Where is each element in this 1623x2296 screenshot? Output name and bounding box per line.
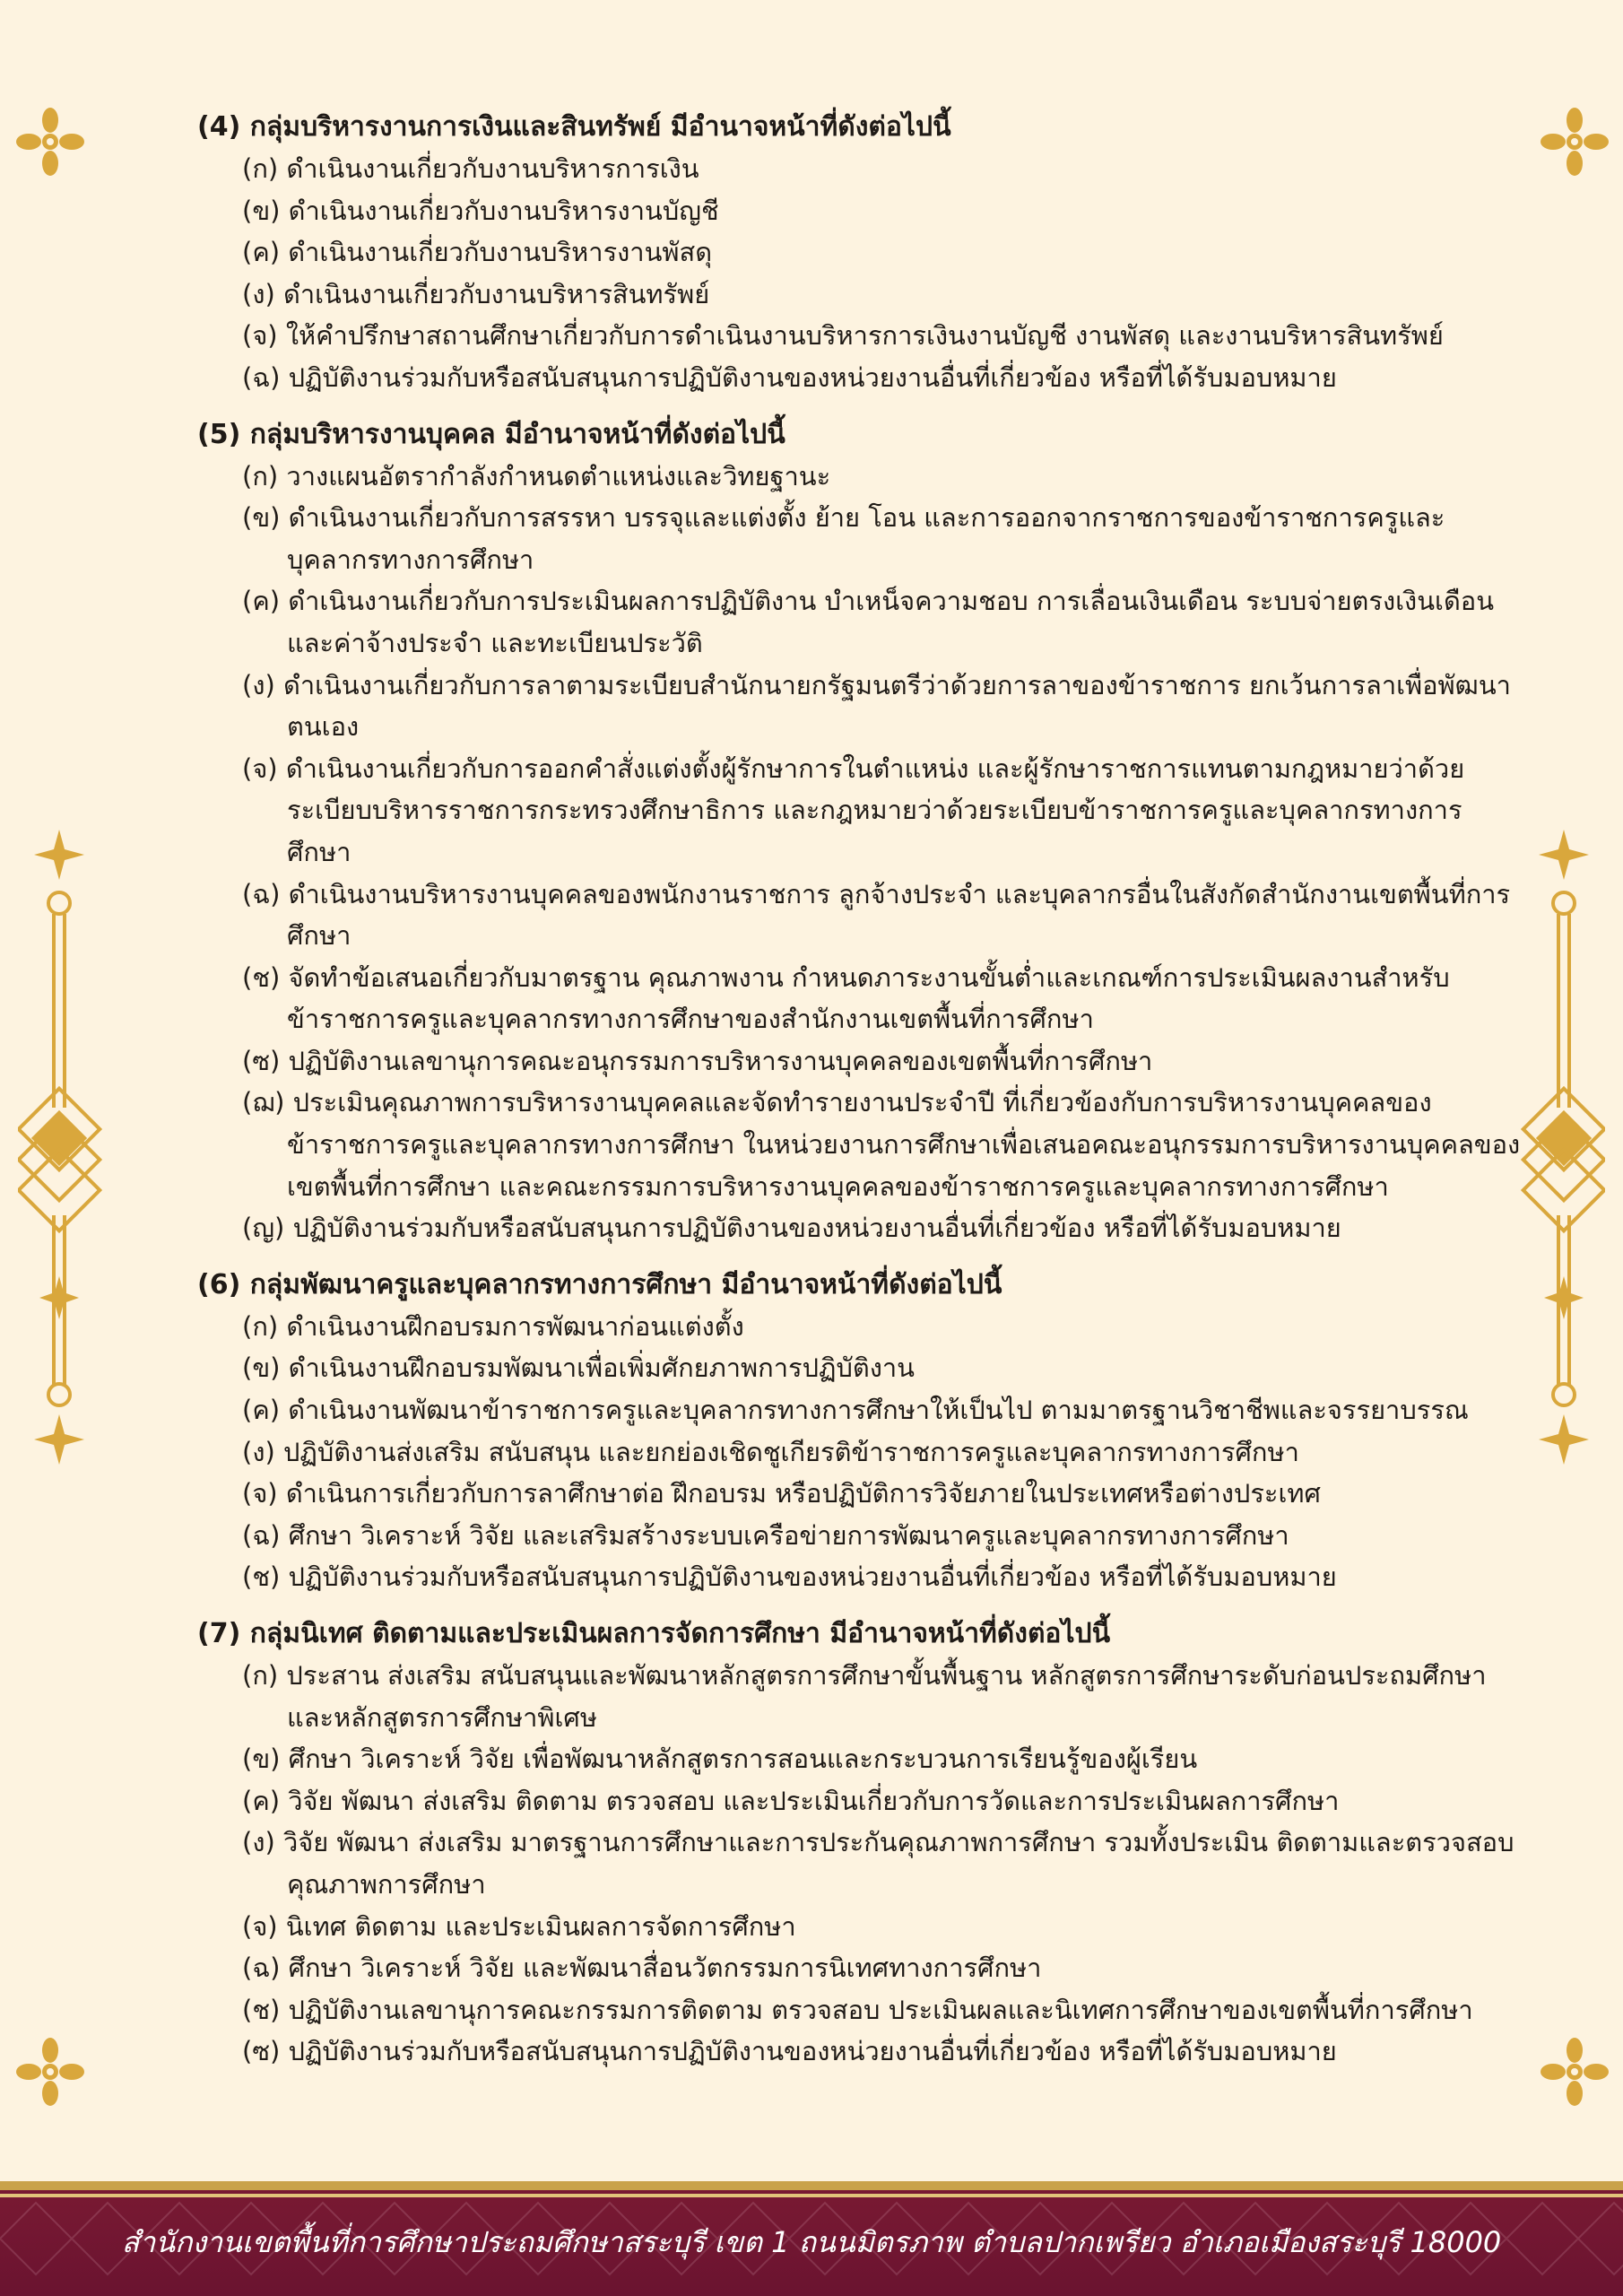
list-item-label: (ฉ) xyxy=(242,361,281,393)
list-item xyxy=(197,665,1524,748)
list-item-text: ปฏิบัติงานร่วมกับหรือสนับสนุนการปฏิบัติงานของหน่วยงานอื่นที่เกี่ยวข้อง หรือที่ได้รับมอบหมาย xyxy=(288,361,1337,393)
list-item-text: วิจัย พัฒนา ส่งเสริม ติดตาม ตรวจสอบ และประเมินเกี่ยวกับการวัดและการประเมินผลการศึกษา xyxy=(288,1785,1340,1816)
list-item-label: (ค) xyxy=(242,1785,281,1816)
list-item-label: (ง) xyxy=(242,1436,275,1467)
flower-ornament-bottom-right-icon xyxy=(1539,2036,1610,2108)
list-item-text: ดำเนินการเกี่ยวกับการลาศึกษาต่อ ฝึกอบรม หรือปฏิบัติการวิจัยภายในประเทศหรือต่างประเทศ xyxy=(285,1478,1321,1509)
list-item xyxy=(197,1306,1524,1348)
list-item xyxy=(197,748,1524,874)
list-item-text: ปฏิบัติงานร่วมกับหรือสนับสนุนการปฏิบัติงานของหน่วยงานอื่นที่เกี่ยวข้อง หรือที่ได้รับมอบหมาย xyxy=(288,2036,1337,2067)
document-body xyxy=(197,106,1524,2087)
list-item-text: ประเมินคุณภาพการบริหารงานบุคคลและจัดทำรายงานประจำปี ที่เกี่ยวข้องกับการบริหารงานบุคคลของข้าราชการครูและบุคลากรทางการศึกษา ในหน่วยงานการศึกษาเพื่อเสนอคณะอนุกรรมการบริหารงานบุคคลของเขตพื้นที่การศึกษา และคณะกรรมการบริหารงานบุคคลของข้าราชการครูและบุคลากรทางการศึกษา xyxy=(287,1087,1521,1202)
list-item-label: (ก) xyxy=(242,1660,279,1691)
list-item-label: (ข) xyxy=(242,1744,281,1775)
list-item xyxy=(197,580,1524,664)
list-item-label: (ค) xyxy=(242,1395,281,1426)
footer-address: สำนักงานเขตพื้นที่การศึกษาประถมศึกษาสระบุรี เขต 1 ถนนมิตรภาพ ตำบลปากเพรียว อำเภอเมืองสระบุรี 18000 xyxy=(121,2225,1502,2259)
list-item xyxy=(197,231,1524,274)
list-item-text: ปฏิบัติงานร่วมกับหรือสนับสนุนการปฏิบัติงานของหน่วยงานอื่นที่เกี่ยวข้อง หรือที่ได้รับมอบหมาย xyxy=(292,1213,1341,1244)
list-item xyxy=(197,357,1524,399)
list-item-label: (ช) xyxy=(242,1994,281,2025)
footer-gold-stripe-thin xyxy=(0,2194,1623,2197)
list-item xyxy=(197,1655,1524,1738)
list-item-text: ดำเนินงานเกี่ยวกับการลาตามระเบียบสำนักนายกรัฐมนตรีว่าด้วยการลาของข้าราชการ ยกเว้นการลาเพื่อพัฒนาตนเอง xyxy=(283,669,1511,743)
section-title: (6) กลุ่มพัฒนาครูและบุคลากรทางการศึกษา มีอำนาจหน้าที่ดังต่อไปนี้ xyxy=(197,1268,1002,1300)
list-item-label: (ข) xyxy=(242,195,281,226)
list-item xyxy=(197,1431,1524,1474)
list-item-label: (ง) xyxy=(242,278,275,309)
list-item-text: ให้คำปรึกษาสถานศึกษาเกี่ยวกับการดำเนินงานบริหารการเงินงานบัญชี งานพัสดุ และงานบริหารสินทรัพย์ xyxy=(285,320,1444,352)
list-item xyxy=(197,874,1524,957)
list-item xyxy=(197,1473,1524,1515)
section xyxy=(197,413,1524,1249)
list-item-label: (ก) xyxy=(242,460,279,491)
side-ornament-right-icon xyxy=(1515,821,1605,1475)
list-item xyxy=(197,1738,1524,1780)
list-item xyxy=(197,497,1524,580)
flower-ornament-bottom-left-icon xyxy=(14,2036,86,2108)
list-item-label: (ช) xyxy=(242,961,281,993)
list-item xyxy=(197,1780,1524,1822)
list-item xyxy=(197,1906,1524,1948)
list-item-text: ดำเนินงานฝึกอบรมการพัฒนาก่อนแต่งตั้ง xyxy=(286,1310,744,1342)
list-item-label: (จ) xyxy=(242,752,278,784)
list-item xyxy=(197,315,1524,357)
list-item-text: ปฏิบัติงานร่วมกับหรือสนับสนุนการปฏิบัติงานของหน่วยงานอื่นที่เกี่ยวข้อง หรือที่ได้รับมอบหมาย xyxy=(288,1561,1337,1593)
list-item xyxy=(197,2031,1524,2073)
list-item-label: (ฉ) xyxy=(242,878,281,909)
list-item-label: (ฌ) xyxy=(242,1087,285,1118)
list-item xyxy=(197,1822,1524,1905)
list-item-text: ดำเนินงานพัฒนาข้าราชการครูและบุคลากรทางการศึกษาให้เป็นไป ตามมาตรฐานวิชาชีพและจรรยาบรรณ xyxy=(288,1395,1469,1426)
list-item xyxy=(197,456,1524,498)
list-item-text: ศึกษา วิเคราะห์ วิจัย และเสริมสร้างระบบเครือข่ายการพัฒนาครูและบุคลากรทางการศึกษา xyxy=(288,1519,1289,1551)
list-item xyxy=(197,1989,1524,2031)
list-item xyxy=(197,957,1524,1040)
list-item-text: ปฏิบัติงานส่งเสริม สนับสนุน และยกย่องเชิดชูเกียรติข้าราชการครูและบุคลากรทางการศึกษา xyxy=(283,1436,1299,1467)
list-item-label: (จ) xyxy=(242,320,278,352)
list-item xyxy=(197,1389,1524,1431)
list-item-text: ศึกษา วิเคราะห์ วิจัย เพื่อพัฒนาหลักสูตรการสอนและกระบวนการเรียนรู้ของผู้เรียน xyxy=(288,1744,1198,1775)
list-item xyxy=(197,1347,1524,1389)
list-item-label: (ซ) xyxy=(242,2036,281,2067)
list-item-label: (ช) xyxy=(242,1561,281,1593)
list-item-text: ดำเนินงานเกี่ยวกับการออกคำสั่งแต่งตั้งผู้รักษาการในตำแหน่ง และผู้รักษาราชการแทนตามกฎหมายว่าด้วยระเบียบบริหารราชการกระทรวงศึกษาธิการ และกฎหมายว่าด้วยระเบียบข้าราชการครูและบุคลากรทางการศึกษา xyxy=(285,752,1465,867)
list-item-text: ศึกษา วิเคราะห์ วิจัย และพัฒนาสื่อนวัตกรรมการนิเทศทางการศึกษา xyxy=(288,1952,1042,1984)
list-item-text: ดำเนินงานเกี่ยวกับการสรรหา บรรจุและแต่งตั้ง ย้าย โอน และการออกจากราชการของข้าราชการครูและบุคลากรทางการศึกษา xyxy=(287,502,1445,575)
list-item xyxy=(197,1040,1524,1083)
list-item-text: ดำเนินงานบริหารงานบุคคลของพนักงานราชการ ลูกจ้างประจำ และบุคลากรอื่นในสังกัดสำนักงานเขตพื้นที่การศึกษา xyxy=(287,878,1511,952)
sections-list xyxy=(197,106,1524,2073)
list-item-label: (ง) xyxy=(242,1827,275,1858)
list-item-text: ปฏิบัติงานเลขานุการคณะกรรมการติดตาม ตรวจสอบ ประเมินผลและนิเทศการศึกษาของเขตพื้นที่การศึกษา xyxy=(288,1994,1473,2025)
list-item-text: ปฏิบัติงานเลขานุการคณะอนุกรรมการบริหารงานบุคคลของเขตพื้นที่การศึกษา xyxy=(288,1045,1153,1076)
list-item-text: ดำเนินงานเกี่ยวกับงานบริหารงานพัสดุ xyxy=(288,237,713,268)
section xyxy=(197,106,1524,399)
list-item xyxy=(197,190,1524,232)
list-item-text: วางแผนอัตรากำลังกำหนดตำแหน่งและวิทยฐานะ xyxy=(286,460,831,491)
list-item-label: (ค) xyxy=(242,237,281,268)
list-item-text: นิเทศ ติดตาม และประเมินผลการจัดการศึกษา xyxy=(285,1910,796,1942)
list-item xyxy=(197,1947,1524,1989)
list-item-label: (ก) xyxy=(242,153,279,184)
list-item-label: (ฉ) xyxy=(242,1519,281,1551)
list-item xyxy=(197,1082,1524,1207)
section-title: (4) กลุ่มบริหารงานการเงินและสินทรัพย์ มีอำนาจหน้าที่ดังต่อไปนี้ xyxy=(197,111,951,143)
list-item-label: (ฉ) xyxy=(242,1952,281,1984)
list-item xyxy=(197,274,1524,316)
list-item-label: (ก) xyxy=(242,1310,279,1342)
list-item-label: (ข) xyxy=(242,502,281,534)
list-item xyxy=(197,148,1524,190)
side-ornament-left-icon xyxy=(18,821,108,1475)
list-item-text: ดำเนินงานฝึกอบรมพัฒนาเพื่อเพิ่มศักยภาพการปฏิบัติงาน xyxy=(288,1352,915,1384)
list-item-text: ดำเนินงานเกี่ยวกับงานบริหารการเงิน xyxy=(286,153,699,184)
list-item-text: วิจัย พัฒนา ส่งเสริม มาตรฐานการศึกษาและการประกันคุณภาพการศึกษา รวมทั้งประเมิน ติดตามและตรวจสอบคุณภาพการศึกษา xyxy=(283,1827,1515,1900)
list-item-label: (จ) xyxy=(242,1910,278,1942)
list-item-text: ดำเนินงานเกี่ยวกับการประเมินผลการปฏิบัติงาน บำเหน็จความชอบ การเลื่อนเงินเดือน ระบบจ่ายตรงเงินเดือนและค่าจ้างประจำ และทะเบียนประวัติ xyxy=(287,586,1495,658)
list-item-label: (จ) xyxy=(242,1478,278,1509)
list-item-label: (ง) xyxy=(242,669,275,700)
list-item xyxy=(197,1515,1524,1557)
list-item-text: ประสาน ส่งเสริม สนับสนุนและพัฒนาหลักสูตรการศึกษาขั้นพื้นฐาน หลักสูตรการศึกษาระดับก่อนประถมศึกษา และหลักสูตรการศึกษาพิเศษ xyxy=(286,1660,1487,1733)
list-item-text: จัดทำข้อเสนอเกี่ยวกับมาตรฐาน คุณภาพงาน กำหนดภาระงานขั้นต่ำและเกณฑ์การประเมินผลงานสำหรับข้าราชการครูและบุคลากรทางการศึกษาของสำนักงานเขตพื้นที่การศึกษา xyxy=(287,961,1450,1035)
footer-gold-stripe xyxy=(0,2181,1623,2190)
section-title: (7) กลุ่มนิเทศ ติดตามและประเมินผลการจัดการศึกษา มีอำนาจหน้าที่ดังต่อไปนี้ xyxy=(197,1618,1111,1649)
list-item-label: (ข) xyxy=(242,1352,281,1384)
flower-ornament-top-right-icon xyxy=(1539,106,1610,178)
list-item-text: ดำเนินงานเกี่ยวกับงานบริหารงานบัญชี xyxy=(288,195,719,226)
list-item-label: (ค) xyxy=(242,586,281,617)
list-item-label: (ญ) xyxy=(242,1213,285,1244)
list-item-text: ดำเนินงานเกี่ยวกับงานบริหารสินทรัพย์ xyxy=(283,278,710,309)
list-item xyxy=(197,1207,1524,1249)
list-item xyxy=(197,1556,1524,1598)
list-item-label: (ซ) xyxy=(242,1045,281,1076)
section xyxy=(197,1264,1524,1598)
flower-ornament-top-left-icon xyxy=(14,106,86,178)
section xyxy=(197,1613,1524,2073)
section-title: (5) กลุ่มบริหารงานบุคคล มีอำนาจหน้าที่ดังต่อไปนี้ xyxy=(197,418,785,450)
